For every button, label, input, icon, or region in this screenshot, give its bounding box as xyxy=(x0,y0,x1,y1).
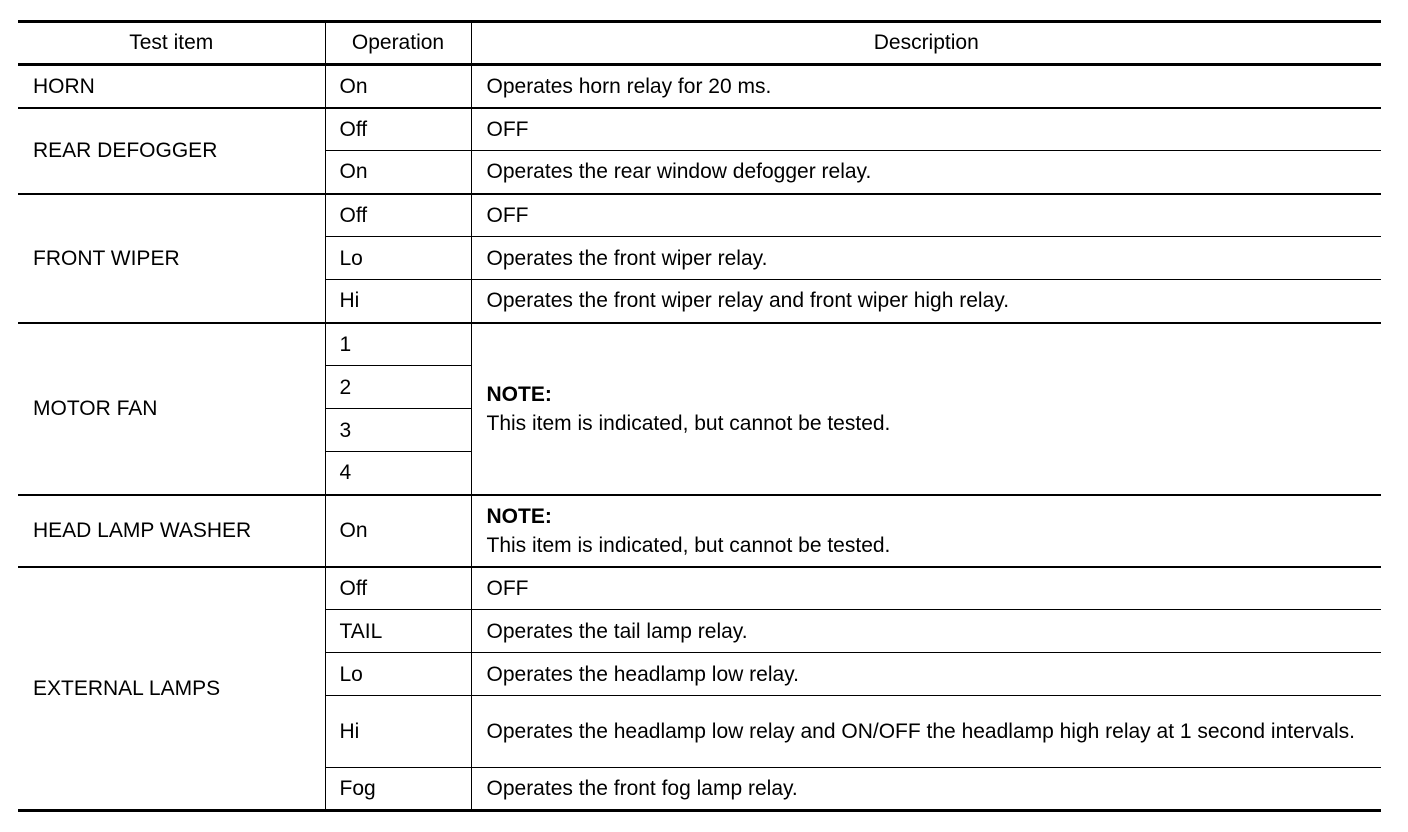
operation-cell: Hi xyxy=(325,280,471,323)
description-cell: Operates the tail lamp relay. xyxy=(471,610,1381,653)
description-cell: OFF xyxy=(471,108,1381,151)
test-item-external-lamps: EXTERNAL LAMPS xyxy=(18,567,325,811)
operation-cell: Lo xyxy=(325,237,471,280)
description-note-motor-fan xyxy=(471,323,1381,495)
test-item-horn: HORN xyxy=(18,65,325,108)
active-test-table xyxy=(18,20,1381,812)
table-row xyxy=(18,65,1381,108)
note-text: This item is indicated, but cannot be tested. xyxy=(486,411,891,435)
description-cell: OFF xyxy=(471,567,1381,610)
operation-cell: On xyxy=(325,65,471,108)
operation-cell: Fog xyxy=(325,768,471,811)
description-cell: Operates the headlamp low relay and ON/OFF the headlamp high relay at 1 second intervals. xyxy=(471,696,1381,768)
test-item-rear-defogger: REAR DEFOGGER xyxy=(18,108,325,194)
test-item-front-wiper: FRONT WIPER xyxy=(18,194,325,323)
header-description: Description xyxy=(471,22,1381,65)
table-row xyxy=(18,323,1381,366)
table-body xyxy=(18,65,1381,811)
note-label: NOTE: xyxy=(486,504,552,528)
operation-cell: On xyxy=(325,151,471,194)
table-row xyxy=(18,567,1381,610)
description-cell: Operates the front wiper relay. xyxy=(471,237,1381,280)
operation-cell: On xyxy=(325,495,471,567)
note-label: NOTE: xyxy=(486,382,552,406)
description-cell: OFF xyxy=(471,194,1381,237)
test-item-head-lamp-washer: HEAD LAMP WASHER xyxy=(18,495,325,567)
header-operation: Operation xyxy=(325,22,471,65)
operation-cell: Off xyxy=(325,567,471,610)
test-item-motor-fan: MOTOR FAN xyxy=(18,323,325,495)
header-row xyxy=(18,22,1381,65)
description-cell: Operates the front wiper relay and front wiper high relay. xyxy=(471,280,1381,323)
description-cell: Operates the headlamp low relay. xyxy=(471,653,1381,696)
operation-cell: Off xyxy=(325,108,471,151)
description-cell: Operates horn relay for 20 ms. xyxy=(471,65,1381,108)
description-cell: Operates the rear window defogger relay. xyxy=(471,151,1381,194)
operation-cell: 1 xyxy=(325,323,471,366)
operation-cell: 4 xyxy=(325,452,471,495)
description-cell: Operates the front fog lamp relay. xyxy=(471,768,1381,811)
operation-cell: TAIL xyxy=(325,610,471,653)
header-test-item: Test item xyxy=(18,22,325,65)
operation-cell: Lo xyxy=(325,653,471,696)
description-note-head-lamp-washer xyxy=(471,495,1381,567)
operation-cell: 2 xyxy=(325,366,471,409)
table-header xyxy=(18,22,1381,65)
operation-cell: Off xyxy=(325,194,471,237)
table-row xyxy=(18,495,1381,567)
operation-cell: Hi xyxy=(325,696,471,768)
table-row xyxy=(18,108,1381,151)
operation-cell: 3 xyxy=(325,409,471,452)
note-text: This item is indicated, but cannot be tested. xyxy=(486,533,891,557)
table-row xyxy=(18,194,1381,237)
